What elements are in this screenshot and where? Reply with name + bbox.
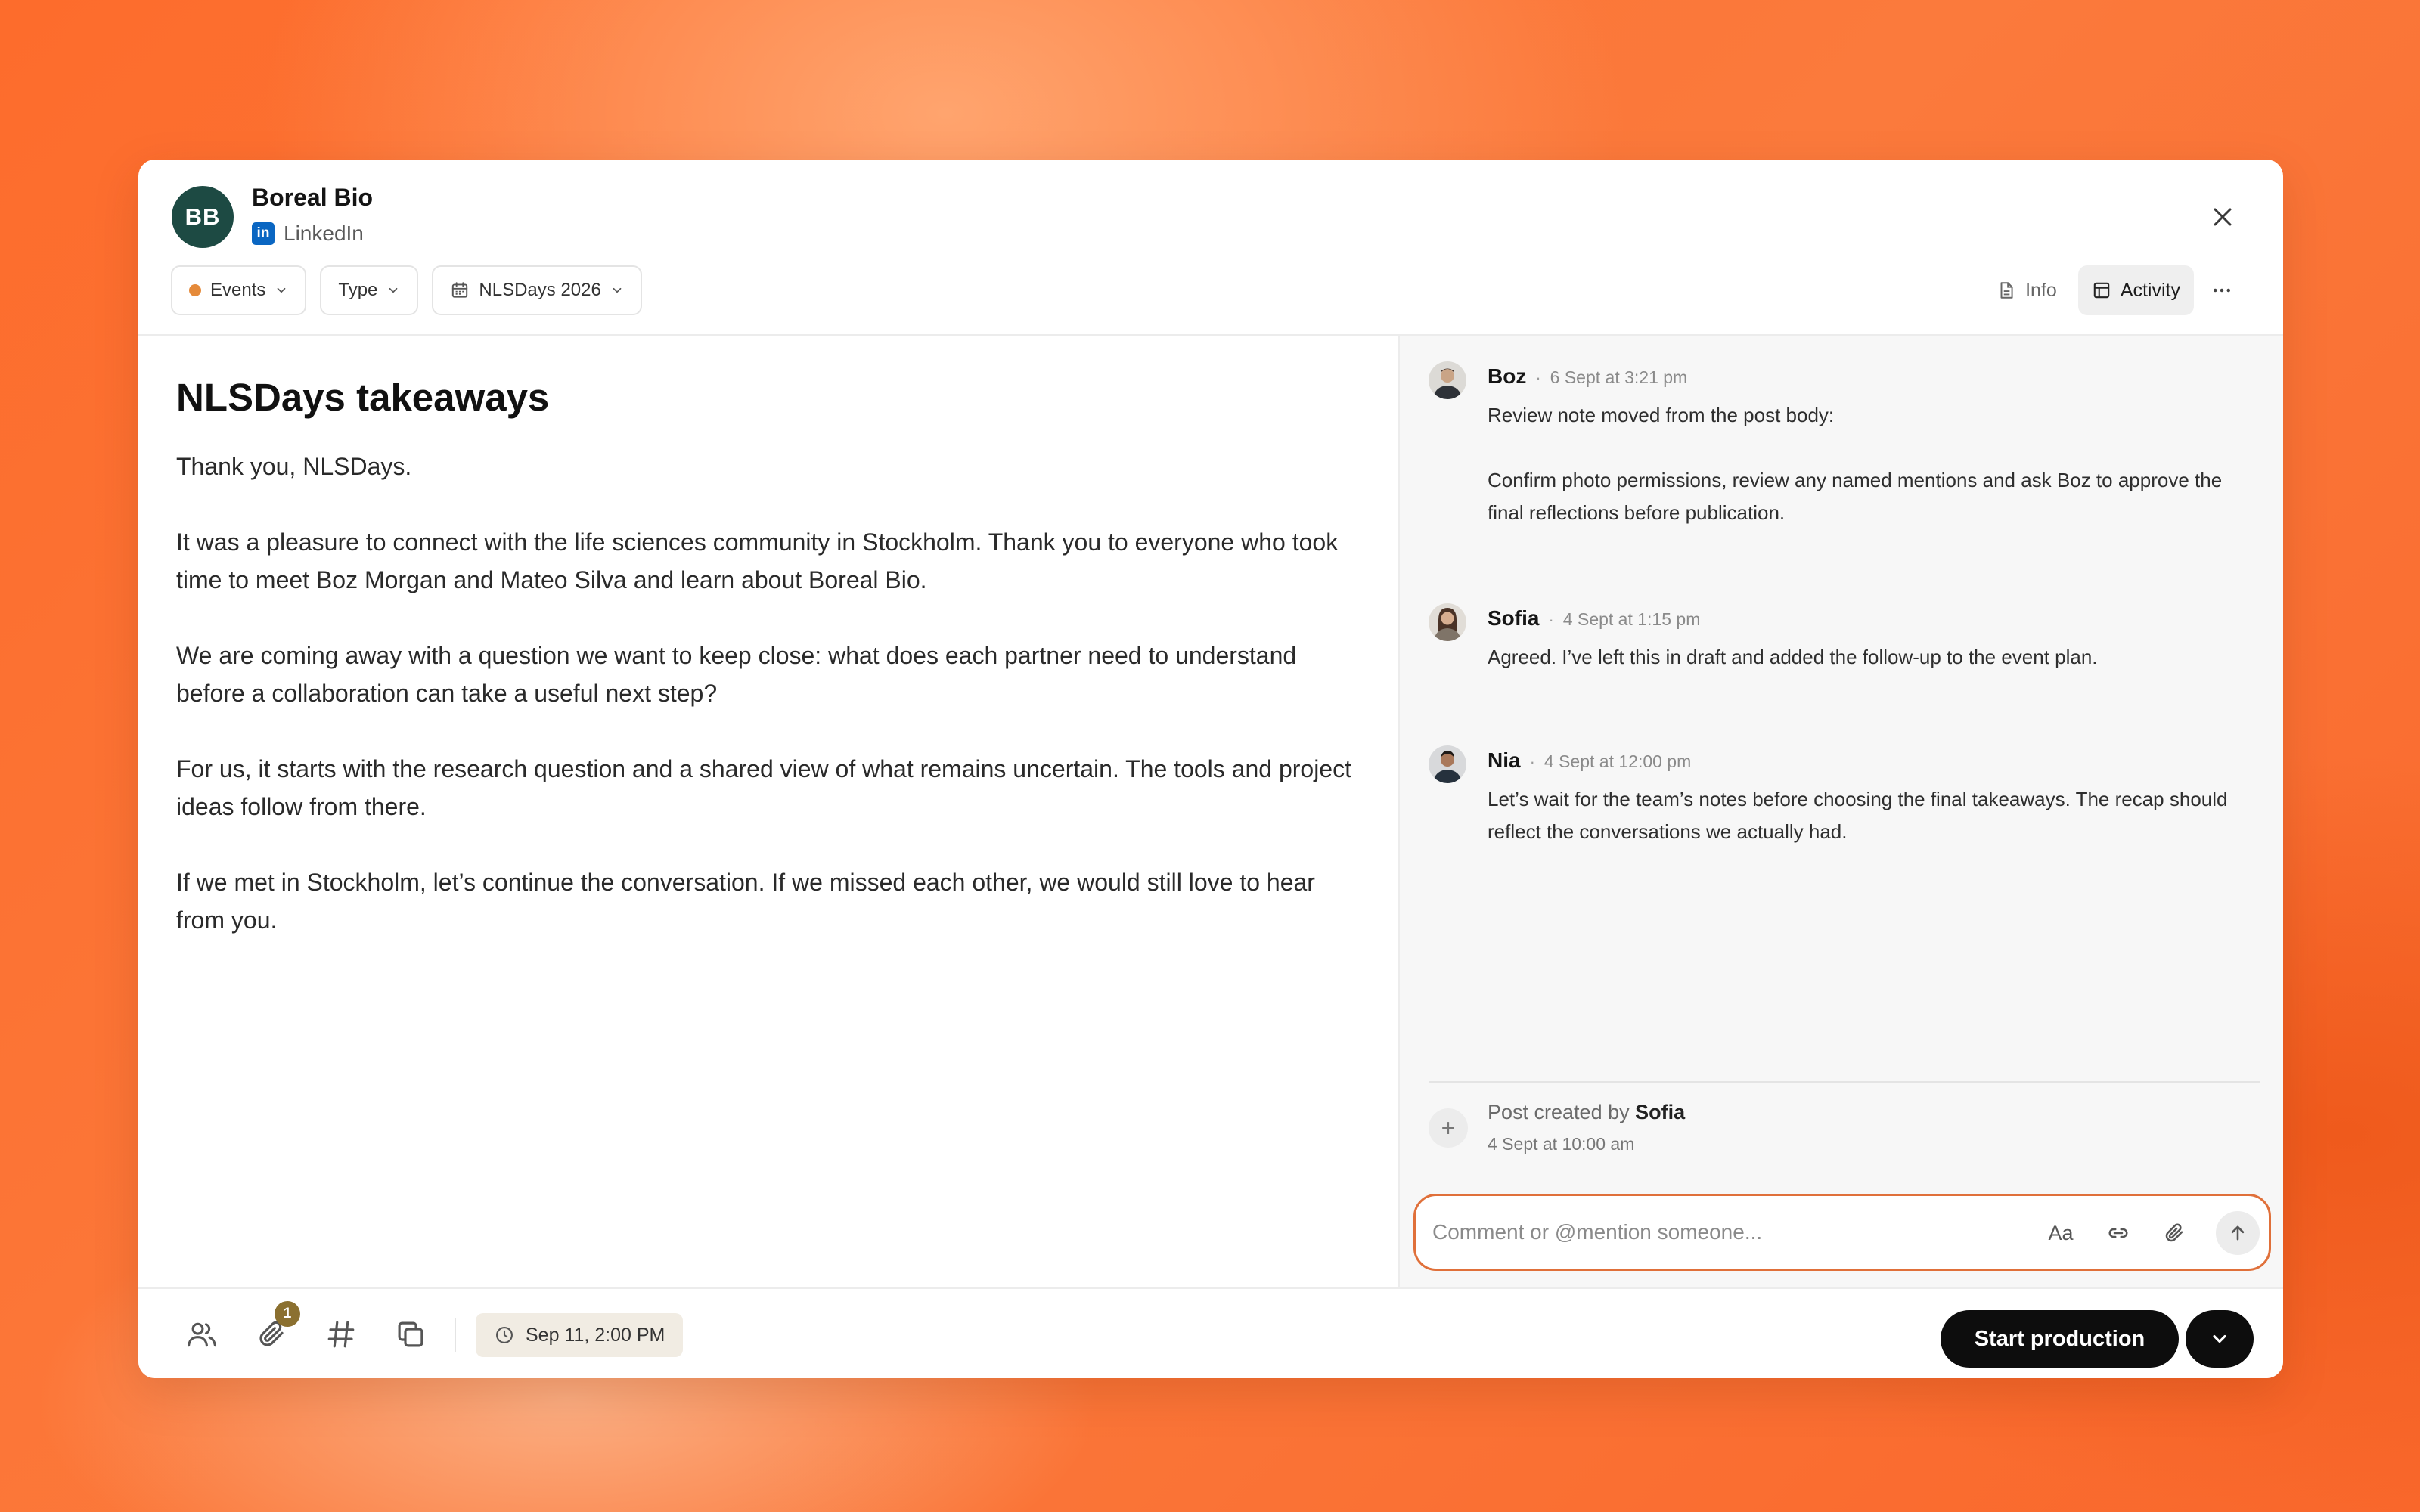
link-icon bbox=[2107, 1222, 2130, 1244]
chevron-down-icon bbox=[610, 284, 624, 297]
schedule-button[interactable] bbox=[476, 1313, 683, 1357]
comment-text: Review note moved from the post body: Confirm photo permissions, review any named mentions and ask Boz to approve the final reflections before publication. bbox=[1488, 404, 2223, 524]
created-time: 4 Sept at 10:00 am bbox=[1488, 1134, 1635, 1154]
post-paragraph: If we met in Stockholm, let’s continue the conversation. If we missed each other, we would still love to hear from you. bbox=[176, 869, 1315, 934]
post-paragraph: It was a pleasure to connect with the life sciences community in Stockholm. Thank you to everyone who took time to meet Boz Morgan and Mateo Silva and learn about Boreal Bio. bbox=[176, 528, 1339, 593]
post-detail-modal bbox=[138, 160, 2283, 1378]
filter-bar bbox=[171, 265, 642, 315]
paperclip-icon bbox=[2163, 1222, 2186, 1244]
start-production-button[interactable]: Start production bbox=[1941, 1310, 2179, 1368]
platform-indicator bbox=[252, 222, 364, 246]
post-body[interactable] bbox=[176, 448, 1364, 977]
users-icon bbox=[185, 1318, 219, 1351]
schedule-label: Sep 11, 2:00 PM bbox=[526, 1324, 666, 1346]
comment-time: 4 Sept at 1:15 pm bbox=[1562, 609, 1701, 629]
more-horizontal-icon bbox=[2211, 279, 2233, 302]
linkedin-icon: in bbox=[252, 222, 275, 245]
account-avatar: BB bbox=[172, 186, 234, 248]
type-dropdown[interactable] bbox=[320, 265, 418, 315]
chevron-down-icon bbox=[275, 284, 288, 297]
chevron-down-icon bbox=[2209, 1328, 2230, 1349]
post-editor[interactable] bbox=[138, 336, 1398, 1287]
comment-text: Agreed. I’ve left this in draft and added the follow-up to the event plan. bbox=[1488, 646, 2098, 668]
comment-time: 4 Sept at 12:00 pm bbox=[1544, 751, 1692, 771]
tab-activity-label: Activity bbox=[2120, 279, 2180, 301]
category-label: Events bbox=[210, 280, 266, 300]
duplicate-button[interactable] bbox=[391, 1315, 430, 1354]
close-button[interactable] bbox=[2206, 200, 2239, 234]
avatar bbox=[1429, 603, 1466, 641]
event-dropdown[interactable] bbox=[432, 265, 641, 315]
tab-info[interactable] bbox=[1983, 265, 2071, 315]
created-by-line: Post created by Sofia bbox=[1488, 1101, 1686, 1123]
tab-activity[interactable] bbox=[2078, 265, 2194, 315]
more-options-button[interactable] bbox=[2201, 270, 2242, 311]
insert-link-button[interactable] bbox=[2099, 1214, 2137, 1252]
attach-file-button[interactable] bbox=[2155, 1214, 2193, 1252]
calendar-icon bbox=[450, 280, 470, 300]
hashtags-button[interactable] bbox=[321, 1315, 361, 1354]
view-tabs bbox=[1983, 265, 2242, 315]
event-label: NLSDays 2026 bbox=[479, 280, 601, 300]
post-title[interactable]: NLSDays takeaways bbox=[176, 376, 550, 419]
created-by-author: Sofia bbox=[1635, 1101, 1686, 1123]
avatar bbox=[1429, 745, 1466, 783]
activity-divider bbox=[1429, 1081, 2260, 1083]
hashtag-icon bbox=[325, 1318, 357, 1350]
close-icon bbox=[2211, 206, 2234, 228]
post-paragraph: Thank you, NLSDays. bbox=[176, 453, 412, 480]
post-paragraph: We are coming away with a question we want to keep close: what does each partner need to understand before a collaboration can take a useful next step? bbox=[176, 642, 1297, 707]
comment-time: 6 Sept at 3:21 pm bbox=[1550, 367, 1688, 387]
comment-author: Nia bbox=[1488, 748, 1521, 772]
avatar bbox=[1429, 361, 1466, 399]
comment-composer bbox=[1413, 1194, 2271, 1271]
clock-icon bbox=[494, 1325, 515, 1346]
modal-footer bbox=[138, 1287, 2283, 1378]
activity-panel: Boz · 6 Sept at 3:21 pm Review note moved from the post body: Confirm photo permissions, review any named mentions and ask Boz to approve the final reflections before publication. Sofia · 4 Sept at 1:15 pm Agreed. I’ve left this in draft and added the follow-up to the event plan. Nia · 4 Sept at 12:00 pm Let’s wait for the team’s notes before choosing the final takeaways. The recap should reflect the conversations we actually had. + Post created by Sofia 4 Sept at 10:00 am Comment or @mention someone... Aa bbox=[1398, 336, 2283, 1287]
platform-label: LinkedIn bbox=[284, 222, 364, 245]
production-options-button[interactable] bbox=[2186, 1310, 2254, 1368]
text-format-icon: Aa bbox=[2048, 1221, 2074, 1244]
type-label: Type bbox=[338, 280, 378, 300]
footer-divider bbox=[455, 1318, 456, 1352]
copy-icon bbox=[395, 1318, 427, 1350]
comment-text: Let’s wait for the team’s notes before choosing the final takeaways. The recap should reflect the conversations we actually had. bbox=[1488, 788, 2228, 843]
tab-info-label: Info bbox=[2025, 279, 2057, 301]
arrow-up-icon bbox=[2227, 1222, 2248, 1244]
modal-header bbox=[138, 160, 2283, 336]
post-paragraph: For us, it starts with the research question and a shared view of what remains uncertain. The tools and project ideas follow from there. bbox=[176, 755, 1351, 820]
comment-author: Boz bbox=[1488, 364, 1527, 388]
account-name: Boreal Bio bbox=[252, 184, 374, 211]
comment-input[interactable] bbox=[1432, 1210, 2007, 1255]
text-format-button[interactable] bbox=[2042, 1214, 2080, 1252]
plus-icon: + bbox=[1429, 1108, 1468, 1148]
chevron-down-icon bbox=[386, 284, 400, 297]
document-icon bbox=[1996, 280, 2016, 300]
category-dropdown[interactable] bbox=[171, 265, 306, 315]
collaborators-button[interactable] bbox=[182, 1315, 222, 1354]
layout-icon bbox=[2092, 280, 2111, 300]
attachments-count-badge: 1 bbox=[275, 1301, 300, 1327]
send-comment-button[interactable] bbox=[2216, 1211, 2260, 1255]
comment-author: Sofia bbox=[1488, 606, 1540, 630]
category-color-dot bbox=[189, 284, 201, 296]
